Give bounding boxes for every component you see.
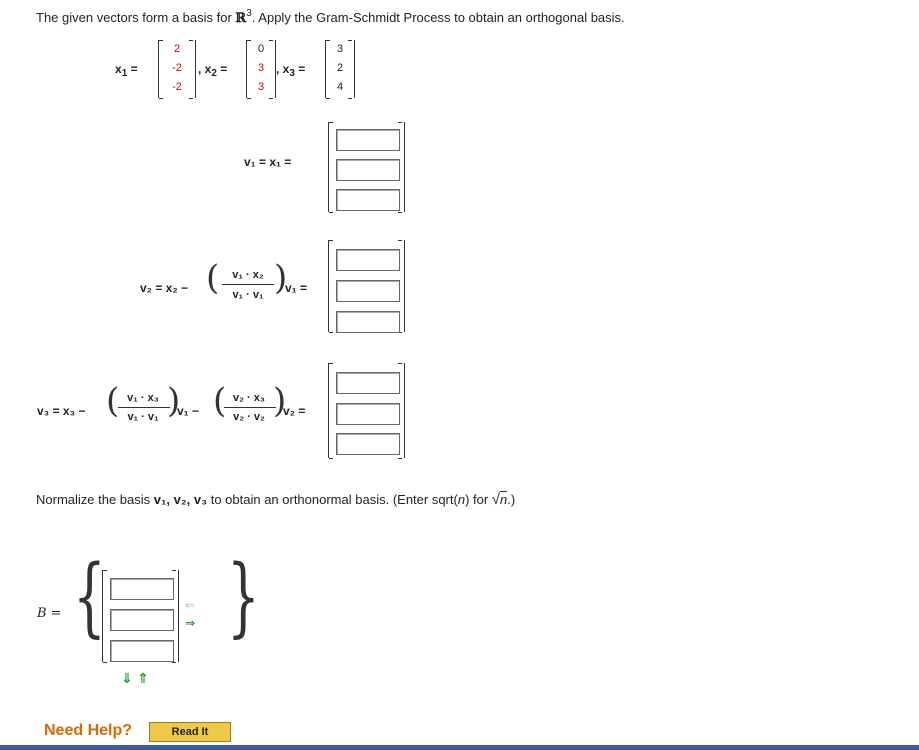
bottom-bar (0, 745, 919, 750)
x3-entry: 2 (336, 62, 344, 74)
v3-numerator-1: v₁ · x₃ (127, 392, 159, 404)
left-paren: ( (206, 258, 220, 298)
need-help-label: Need Help? (44, 722, 133, 739)
x2-entry: 0 (257, 43, 265, 55)
x3-matrix (325, 40, 355, 98)
v2-entry-2[interactable] (336, 280, 400, 302)
x3-label: , $x_3$ = (276, 62, 306, 79)
basis-entry-2[interactable] (110, 609, 174, 631)
v3-tail: v₂ = (283, 404, 306, 418)
x1-entry: 2 (173, 43, 181, 55)
x2-entry: 3 (257, 62, 265, 74)
v2-entry-1[interactable] (336, 249, 400, 271)
v3-mid: v₁ − (177, 404, 199, 418)
x2-label: , $x_2$ = (198, 62, 228, 79)
v1-entry-1[interactable] (336, 129, 400, 151)
right-brace: } (226, 547, 260, 647)
v3-denominator-1: v₁ · v₁ (127, 411, 159, 423)
v2-denominator: v₁ · v₁ (232, 289, 264, 301)
v1-equation: v₁ = x₁ = (244, 155, 292, 169)
add-row-arrow-icon[interactable]: ⇓ (121, 670, 133, 686)
basis-entry-1[interactable] (110, 578, 174, 600)
fraction-bar (224, 407, 276, 408)
question-text: The given vectors form a basis for ℝ$^3$. Apply the Gram-Schmidt Process to obtain an orthogonal basis. (36, 8, 625, 26)
remove-column-arrow-icon[interactable]: ⇐ (185, 598, 196, 612)
right-paren: ) (274, 258, 288, 298)
x1-matrix (158, 40, 196, 98)
v3-lhs: v₃ = x₃ − (37, 404, 86, 418)
v2-tail: v₁ = (285, 281, 307, 295)
x1-entry: -2 (172, 81, 182, 93)
basis-label: B = (37, 606, 62, 621)
normalize-instructions: Normalize the basis v₁, v₂, v₃ to obtain an orthonormal basis. (Enter sqrt(n) for √n.) (36, 491, 516, 508)
right-paren: ) (273, 381, 287, 421)
basis-entry-3[interactable] (110, 640, 174, 662)
read-it-button[interactable]: Read It (149, 722, 231, 742)
left-paren: ( (213, 381, 227, 421)
add-column-arrow-icon[interactable]: ⇒ (185, 616, 196, 630)
v2-entry-3[interactable] (336, 311, 400, 333)
x2-matrix (246, 40, 276, 98)
x3-entry: 3 (336, 43, 344, 55)
x1-label: $x_1$ = (115, 62, 138, 79)
remove-row-arrow-icon[interactable]: ⇑ (137, 670, 149, 686)
v1-entry-3[interactable] (336, 189, 400, 211)
v1-entry-2[interactable] (336, 159, 400, 181)
left-paren: ( (106, 381, 120, 421)
x1-entry: -2 (172, 62, 182, 74)
v3-numerator-2: v₂ · x₃ (233, 392, 265, 404)
x3-entry: 4 (336, 81, 344, 93)
right-paren: ) (167, 381, 181, 421)
v2-numerator: v₁ · x₂ (232, 269, 264, 281)
left-brace: { (72, 547, 106, 647)
v3-entry-1[interactable] (336, 372, 400, 394)
v3-entry-2[interactable] (336, 403, 400, 425)
v3-entry-3[interactable] (336, 433, 400, 455)
fraction-bar (222, 284, 274, 285)
v2-lhs: v₂ = x₂ − (140, 281, 189, 295)
x2-entry: 3 (257, 81, 265, 93)
v3-denominator-2: v₂ · v₂ (233, 411, 265, 423)
fraction-bar (118, 407, 170, 408)
